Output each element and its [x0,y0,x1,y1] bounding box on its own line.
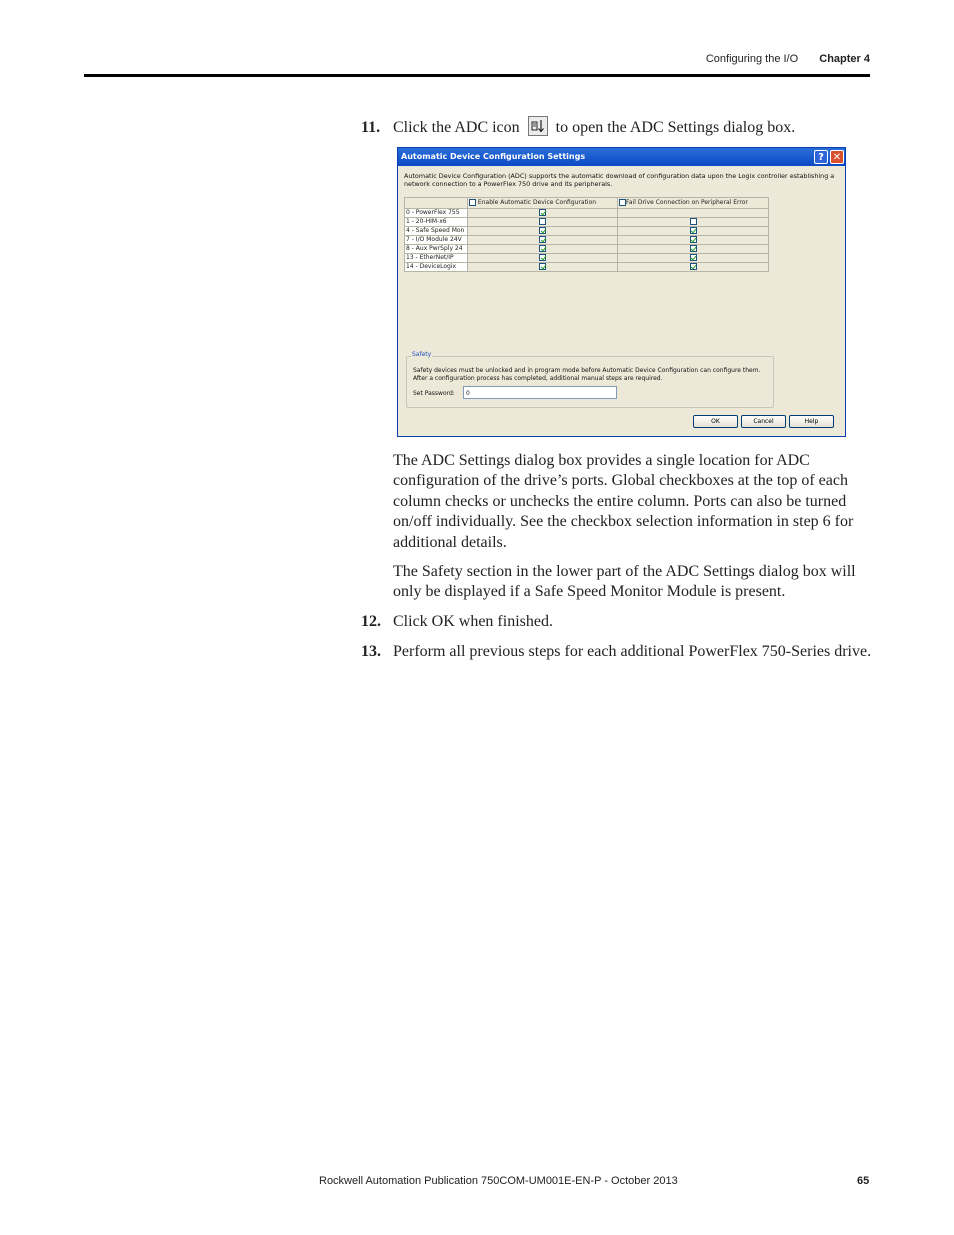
column-header-enable [468,198,618,209]
paragraph-adc-description: The ADC Settings dialog box provides a single location for ADC configuration of the drive’s ports. Global checkboxes at the top of each column checks or unchecks the entire column. Ports can also be turned on/off individually. See the checkbox selection information in step 6 for additional details. [393,452,854,551]
running-header [706,53,870,65]
step-number: 12. [361,613,381,630]
port-name: 13 - EtherNet/IP [405,254,468,263]
fail-checkbox[interactable] [690,227,697,234]
fail-checkbox[interactable] [690,254,697,261]
table-row [405,263,769,272]
step-text: Click OK when finished. [393,613,553,630]
enable-checkbox[interactable] [539,218,546,225]
enable-checkbox[interactable] [539,227,546,234]
dialog-description: Automatic Device Configuration (ADC) supports the automatic download of configuration data upon the Logix controller establishing a network connection to a PowerFlex 750 drive and its peripherals. [404,172,835,188]
set-password-label: Set Password: [413,390,455,397]
header-rule [84,74,870,77]
enable-checkbox[interactable] [539,254,546,261]
port-name: 1 - 20-HIM-x6 [405,218,468,227]
port-name: 4 - Safe Speed Mon [405,227,468,236]
port-name: 8 - Aux PwrSply 24 [405,245,468,254]
step-number: 13. [361,643,381,660]
table-row [405,209,769,218]
enable-checkbox[interactable] [539,263,546,270]
table-row [405,236,769,245]
help-button[interactable]: Help [789,415,834,428]
step-12 [361,612,553,632]
header-section-title: Configuring the I/O [705,53,799,65]
column-header-fail-label: Fail Drive Connection on Peripheral Error [626,199,748,206]
step-text-after-icon: to open the ADC Settings dialog box. [555,119,796,136]
dialog-title: Automatic Device Configuration Settings [401,152,586,161]
step-13 [361,642,871,662]
safety-groupbox [406,351,774,408]
adc-settings-icon [528,116,548,136]
enable-all-checkbox[interactable] [469,199,476,206]
table-corner-cell [405,198,468,209]
fail-checkbox[interactable] [690,218,697,225]
enable-checkbox[interactable] [539,236,546,243]
dialog-titlebar [398,148,845,166]
fail-checkbox[interactable] [690,236,697,243]
port-name: 7 - I/O Module 24V [405,236,468,245]
fail-all-checkbox[interactable] [619,199,626,206]
column-header-enable-label: Enable Automatic Device Configuration [477,199,597,206]
fail-checkbox[interactable] [690,245,697,252]
fail-checkbox[interactable] [690,263,697,270]
enable-checkbox[interactable] [539,209,546,216]
port-name: 14 - DeviceLogix [405,263,468,272]
safety-group-label: Safety [412,351,432,358]
safety-description: Safety devices must be unlocked and in program mode before Automatic Device Configuration can configure them. After a configuration process has completed, additional manual steps are required. [413,367,761,382]
step-text-before-icon: Click the ADC icon [393,119,520,136]
footer-publication: Rockwell Automation Publication 750COM-UM001E-EN-P - October 2013 [319,1175,678,1187]
page-number: 65 [857,1175,870,1187]
step-11 [361,116,795,138]
enable-checkbox[interactable] [539,245,546,252]
close-x-icon[interactable]: ✕ [830,150,844,164]
table-row [405,254,769,263]
adc-settings-dialog [397,147,846,437]
step-text: Perform all previous steps for each additional PowerFlex 750-Series drive. [393,643,872,660]
step-number: 11. [361,119,381,136]
table-row [405,218,769,227]
adc-port-table [404,197,769,272]
paragraph-safety-note: The Safety section in the lower part of the ADC Settings dialog box will only be displayed if a Safe Speed Monitor Module is present. [393,563,856,601]
table-header-row [405,198,769,209]
port-name: 0 - PowerFlex 755 [405,209,468,218]
question-mark-icon[interactable]: ? [814,150,828,164]
column-header-fail [618,198,769,209]
table-row [405,245,769,254]
table-row [405,227,769,236]
header-chapter: Chapter 4 [819,53,870,65]
set-password-input[interactable]: 0 [463,386,617,399]
cancel-button[interactable]: Cancel [741,415,786,428]
ok-button[interactable]: OK [693,415,738,428]
